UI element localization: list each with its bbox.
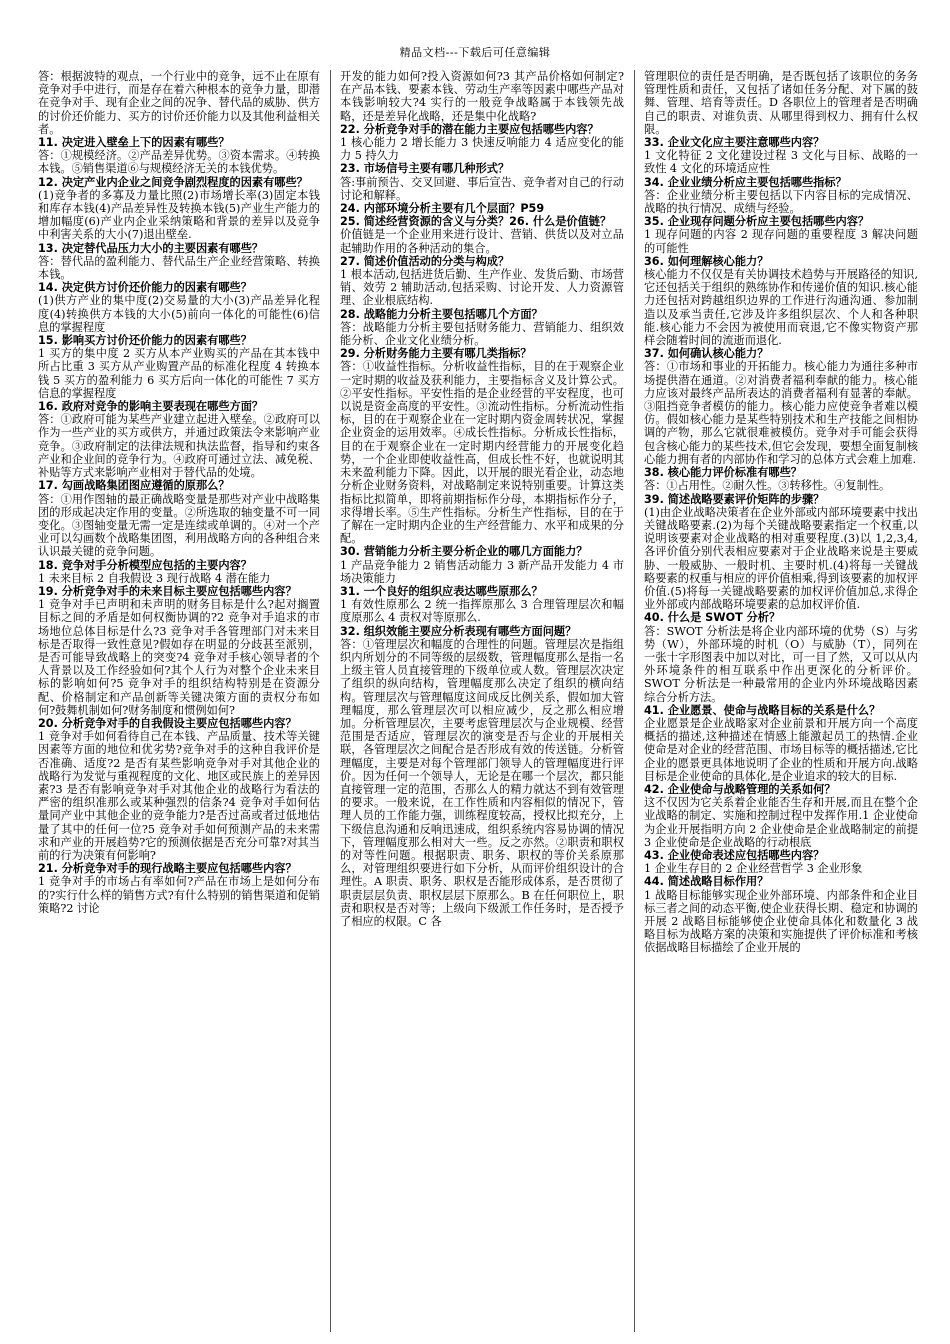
question-heading: 42. 企业使命与战略管理的关系如何？: [644, 782, 836, 796]
text-column-middle: [340, 70, 624, 1332]
answer-text: 1 产品竞争能力 2 销售活动能力 3 新产品开发能力 4 市场决策能力: [340, 558, 624, 585]
answer-text: (1)供方产业的集中度(2)交易量的大小(3)产品差异化程度(4)转换供方本钱的大小(5)前向一体化的可能性(6)信息的掌握程度: [38, 294, 320, 334]
answer-text: 1 未来目标 2 自我假设 3 现行战略 4 潜在能力: [38, 571, 271, 585]
question-heading: 24. 内部环境分析主要有几个层面？P59: [340, 202, 545, 216]
answer-text: 答：①占用性。②耐久性。③转移性。④复制性。: [644, 479, 891, 493]
question-heading: 44. 简述战略目标作用？: [644, 875, 769, 889]
question-heading: 34. 企业业绩分析应主要包括哪些指标？: [644, 175, 847, 189]
question-heading: 19. 分析竞争对手的未来目标主要应包括哪些内容？: [38, 584, 297, 598]
answer-text: 开发的能力如何?投入资源如何?3 其产品价格如何制定?在产品本钱、要素本钱、劳动生产率等因素中哪些产品对本钱影响较大?4 实行的一般竞争战略属于本钱领先战略，还是差异化战略，还是集中化战略?: [340, 70, 624, 123]
answer-text: 1 竞争对手的市场占有率如何?产品在市场上是如何分布的?实行什么样的销售方式?有什么特别的销售渠道和促销策略?2 讨论: [38, 875, 320, 915]
question-heading: 21. 分析竞争对手的现行战略主要应包括哪些内容？: [38, 862, 297, 876]
answer-text: 1 竞争对手如何看待自己在本钱、产品质量、技术等关键因素等方面的地位和优劣势?竞争对手的这种自我评价是否准确、适度?2 是否有某些影响竞争对手对其他企业的战略行为发觉与重视程度的文化、地区或民族上的差异因素?3 是否有影响竞争对手对其他企业的战略行为看法的严密的组织准那么或某种强烈的信条?4 竞争对手如何估量同产业中其他企业的竞争能力?是否过高或者过低地估量了其中的任何一位?5 竞争对手如何预测产品的未来需求和产业的开展趋势?它的预测依据是否充分可靠?对其当前的行为决策有何影响?: [38, 730, 320, 862]
question-heading: 13. 决定替代品压力大小的主要因素有哪些？: [38, 241, 264, 255]
question-heading: 18. 竞争对手分析模型应包括的主要内容？: [38, 558, 252, 572]
question-heading: 35. 企业现存问题分析应主要包括哪些内容？: [644, 215, 870, 229]
question-heading: 29. 分析财务能力主要有哪几类指标？: [340, 347, 532, 361]
answer-text: 答：①收益性指标。分析收益性指标，目的在于观察企业一定时期的收益及获利能力，主要指标含义及计算公式。②平安性指标。平安性指的是企业经营的平安程度，也可以说是资金高度的平安性。③流动性指标。分析流动性指标，目的在于观察企业在一定时期内资金周转状况，掌握企业资金的运用效率。④成长性指标。分析成长性指标，目的在于观察企业在一定时期内经营能力的开展变化趋势，一个企业即使收益性高，但成长性不好，也就说明其未来盈利能力下降。因此，以开展的眼光看企业，动态地分析企业财务资料，对战略制定来说特别重要。计算这类指标比拟简单，即将前期指标作分母，本期指标作分子，求得增长率。⑤生产性指标。分析生产性指标，目的在于了解在一定时期内企业的生产经营能力、水平和成果的分配。: [340, 360, 624, 546]
answer-text: 答:事前预告、交叉回避、事后宣告、竞争者对自己的行动讨论和解释。: [340, 175, 624, 202]
answer-text: 答：企业业绩分析主要包括以下内容目标的完成情况、战略的执行情况、成绩与经验。: [644, 188, 918, 216]
answer-text: 1 现存问题的内容 2 现存问题的重要程度 3 解决问题的可能性: [644, 228, 918, 255]
answer-text: 答：①政府可能为某些产业建立起进入壁垒。②政府可以作为一些产业的买方或供方，并通过政策法令来影响产业竞争。③政府制定的法律法规和执法监督，指导和约束各产业和企业间的竞争行为。④政府可通过立法、减免税、补贴等方式来影响产业相对于替代品的处境。: [38, 413, 320, 480]
answer-text: 答：SWOT 分析法是将企业内部环境的优势（S）与劣势（W），外部环境的时机（O）与威胁（T），同列在一张十字形图表中加以对比，可一目了然，又可以从内外环境条件的相互联系中作出更深化的分析评价。SWOT 分析法是一种最常用的企业内外环境战略因素综合分析方法。: [644, 624, 918, 704]
question-heading: 20. 分析竞争对手的自我假设主要应包括哪些内容？: [38, 716, 297, 730]
answer-text: 核心能力不仅仅是有关协调技术趋势与开展路径的知识,它还包括关于组织的熟练协作和传递价值的知识.核心能力还包括对跨越组织边界的工作进行沟通沟通、参加制造以及承当责任,它涉及许多组织层次、个人和各种职能.核心能力不会因为被使用而衰退,它不像实物资产那样会随着时间的流逝而退化.: [644, 268, 918, 348]
answer-text: 答：①规模经济。②产品差异优势。③资本需求。④转换本钱。⑤销售渠道⑥与规模经济无关的本钱优势。: [38, 149, 320, 176]
answer-text: 管理职位的责任是否明确，是否既包括了该职位的务务管理性质和责任，又包括了诸如任务分配、对下属的鼓舞、管理、培育等责任。D 各职位上的管理者是否明确自己的职责、对谁负责、从哪里得到权力、拥有什么权限。: [644, 70, 918, 136]
text-column-right: [644, 70, 918, 1332]
answer-text: 1 企业生存目的 2 企业经营哲学 3 企业形象: [644, 862, 863, 876]
answer-text: 这不仅因为它关系着企业能否生存和开展,而且在整个企业战略的制定、实施和控制过程中发挥作用.1 企业使命为企业开展指明方向 2 企业使命是企业战略制定的前提 3 企业使命是企业战略的行动根底: [644, 796, 918, 849]
answer-text: 答：根据波特的观点，一个行业中的竞争，远不止在原有竞争对手中进行，而是存在着六种根本的竞争力量，即潜在竞争对手、现有企业之间的况争、替代品的威胁、供方的讨价还价能力、买方的讨价还价能力以及其他利益相关者。: [38, 70, 320, 136]
column-divider: [330, 70, 331, 1332]
question-heading: 40. 什么是 SWOT 分析？: [644, 611, 781, 625]
answer-text: 1 根本活动,包括进货后勤、生产作业、发货后勤、市场营销、效劳 2 辅助活动,包括采购、讨论开发、人力资源管理、企业根底结构.: [340, 268, 624, 308]
answer-text: 企业愿景是企业战略家对企业前景和开展方向一个高度概括的描述,这种描述在情感上能激起员工的热情.企业使命是对企业的经营范围、市场目标等的概括描述,它比企业的愿景更具体地说明了企业的性质和开展方向.战略目标是企业使命的具体化,是企业追求的较大的目标.: [644, 716, 918, 783]
answer-text: 1 有效性原那么 2 统一指挥原那么 3 合理管理层次和幅度原那么 4 责权对等原那么.: [340, 598, 624, 625]
question-heading: 12. 决定产业内企业之间竞争剧烈程度的因素有哪些？: [38, 175, 308, 189]
question-heading: 36. 如何理解核心能力？: [644, 254, 769, 268]
question-heading: 14. 决定供方讨价还价能力的因素有哪些？: [38, 281, 252, 295]
page-header: 精品文档---下载后可任意编辑: [399, 46, 551, 59]
answer-text: 价值链是一个企业用来进行设计、营销、供货以及对立品起辅助作用的各种活动的集合。: [340, 228, 624, 255]
question-heading: 28. 战略能力分析主要包括哪几个方面？: [340, 307, 543, 321]
answer-text: 答：替代品的盈利能力、替代品生产企业经营策略、转换本钱。: [38, 254, 320, 282]
question-heading: 23. 市场信号主要有哪几种形式？: [340, 162, 510, 176]
column-divider: [634, 70, 635, 1332]
question-heading: 22. 分析竞争对手的潜在能力主要应包括哪些内容？: [340, 122, 599, 136]
question-heading: 16. 政府对竞争的影响主要表现在哪些方面？: [38, 400, 264, 414]
answer-text: 1 核心能力 2 增长能力 3 快速反响能力 4 适应变化的能力 5 持久力: [340, 136, 624, 163]
question-heading: 33. 企业文化应主要注意哪些内容？: [644, 136, 825, 150]
answer-text: 1 文化特征 2 文化建设过程 3 文化与目标、战略的一致性 4 文化的环境适应性: [644, 149, 918, 176]
text-column-left: [38, 70, 320, 1332]
answer-text: (1)竞争者的多寡及力量比照(2)市场增长率(3)固定本钱和库存本钱(4)产品差异性及转换本钱(5)产业生产能力的增加幅度(6)产业内企业采纳策略和背景的差异以及竞争中利害关系的大小(7)退出壁垒.: [38, 188, 320, 242]
answer-text: 答：①管理层次和幅度的合理性的问题。管理层次是指组织内所划分的不同等级的层级数，管理幅度那么是指一名上级主管人员直接管理的下级单位或人数。管理层次决定了组织的纵向结构，管理幅度那么决定了组织的横向结构。管理层次与管理幅度这间成反比例关系，假如加大管理幅度，那么管理层次可以相应减少，反之那么相应增加。分析管理层次，主要考虑管理层次与企业规模、经营范围是否适应，管理层次的演变是否与企业的开展相关联，各管理层次之间配合是否形成有效的传送链。分析管理幅度，主要是对每个管理部门领导人的管理幅度进行评价。因为任何一个领导人，无论是在哪一个层次，都只能直接管理一定的范围，否那么人的精力就达不到有效管理的要求。一般来说，在工作性质和内容相似的情况下，管理人员的工作能力强，训练程度较高，授权比拟充分，上下级信息沟通和反响迅速成，组织系统内容易协调的情况下，管理幅度那么相对大一些。反之亦然。②职责和职权的对等性问题。根据职责、职务、职权的等价关系原那么，对管理组织要进行如下分析，从而评价组织设计的合理性。A 职责、职务、职权是否能形成体系，是否贯彻了职责层层负责、职权层层下原那么。B 在任何职位上，职责和职权是否对等；上级向下级派工作任务时，是否授予了相应的权限。C 各: [340, 637, 624, 928]
question-heading: 30. 营销能力分析主要分析企业的哪几方面能力？: [340, 545, 588, 559]
question-heading: 32. 组织效能主要应分析表现有哪些方面问题？: [340, 624, 577, 638]
question-heading: 17. 勾画战略集团图应遵循的原那么？: [38, 479, 230, 493]
question-heading: 43. 企业使命表述应包括哪些内容？: [644, 848, 825, 862]
answer-text: (1)由企业战略决策者在企业外部或内部环境要素中找出关键战略要素.(2)为每个关键战略要素指定一个权重,以说明该要素对企业战略的相对重要程度.(3)以 1,2,3,4,各评价值分别代表相应要素对于企业战略来说是主要威胁、一般威胁、一般时机、主要时机.(4)将每一关键战略要素的权重与相应的评价值相乘,得到该要素的加权评价值.(5)将每一关键战略要素的加权评价值加总,求得企业外部或内部战略环境要素的总加权评价值.: [644, 505, 918, 612]
question-heading: 31. 一个良好的组织应表达哪些原那么？: [340, 584, 543, 598]
question-heading: 11. 决定进入壁垒上下的因素有哪些？: [38, 136, 230, 150]
question-heading: 25. 简述经营资源的含义与分类？26. 什么是价值链？: [340, 215, 612, 229]
answer-text: 答：①市场和事业的开拓能力。核心能力为通往多种市场提供潜在通道。②对消费者福利奉献的能力。核心能力应该对最终产品所表达的消费者福利有显著的奉献。③阻挡竞争者模仿的能力。核心能力应使竞争者难以模仿。假如核心能力是某些特别技术和生产技能之间相协调的产物，那么它就很难被模仿。竞争对手可能会获得包含核心能力的某些技术,但它会发现，要想全面复制核心能力拥有者的内部协作和学习的总体方式会难上加难.: [644, 360, 918, 466]
question-heading: 38. 核心能力评价标准有哪些？: [644, 466, 802, 480]
answer-text: 1 竞争对手已声明和未声明的财务目标是什么?起对搁置目标之间的矛盾是如何权衡协调的?2 竞争对手追求的市场地位总体目标是什么?3 竞争对手各管理部门对未来目标是否取得一致性意见?假如存在明显的分歧甚至派别，是否可能导致战略上的突变?4 竞争对手核心领导者的个人背景以及工作经验如何?其个人行为对整个企业未来目标的影响如何?5 竞争对手的组织结构特别是在资源分配、价格制定和产品创新等关键决策方面的责权分布如何?鼓舞机制如何?财务制度和惯例如何?: [38, 598, 320, 717]
question-heading: 27. 简述价值活动的分类与构成？: [340, 254, 510, 268]
answer-text: 1 买方的集中度 2 买方从本产业购买的产品在其本钱中所占比重 3 买方从产业购置产品的标准化程度 4 转换本钱 5 买方的盈利能力 6 买方后向一体化的可能性 7 买方信息的掌握程度: [38, 347, 320, 400]
question-heading: 37. 如何确认核心能力？: [644, 347, 769, 361]
question-heading: 41. 企业愿景、使命与战略目标的关系是什么？: [644, 703, 881, 717]
answer-text: 答：战略能力分析主要包括财务能力、营销能力、组织效能分析、企业文化业绩分析。: [340, 320, 624, 348]
answer-text: 答：①用作图轴的最正确战略变量是那些对产业中战略集团的形成起决定作用的变量。②所选取的轴变量不可一同变化。③图轴变量无需一定是连续或单调的。④对一个产业可以勾画数个战略集团图，利用战略方向的各种组合来认识最关键的竞争问题。: [38, 492, 320, 559]
answer-text: 1 战略目标能够实现企业外部环境、内部条件和企业目标三者之间的动态平衡,使企业获得长期、稳定和协调的开展 2 战略目标能够使企业使命具体化和数量化 3 战略目标为战略方案的决策和实施提供了评价标准和考核依据战略目标描绘了企业开展的: [644, 888, 918, 955]
question-heading: 15. 影响买方讨价还价能力的因素有哪些？: [38, 334, 252, 348]
question-heading: 39. 简述战略要素评价矩阵的步骤？: [644, 492, 825, 506]
